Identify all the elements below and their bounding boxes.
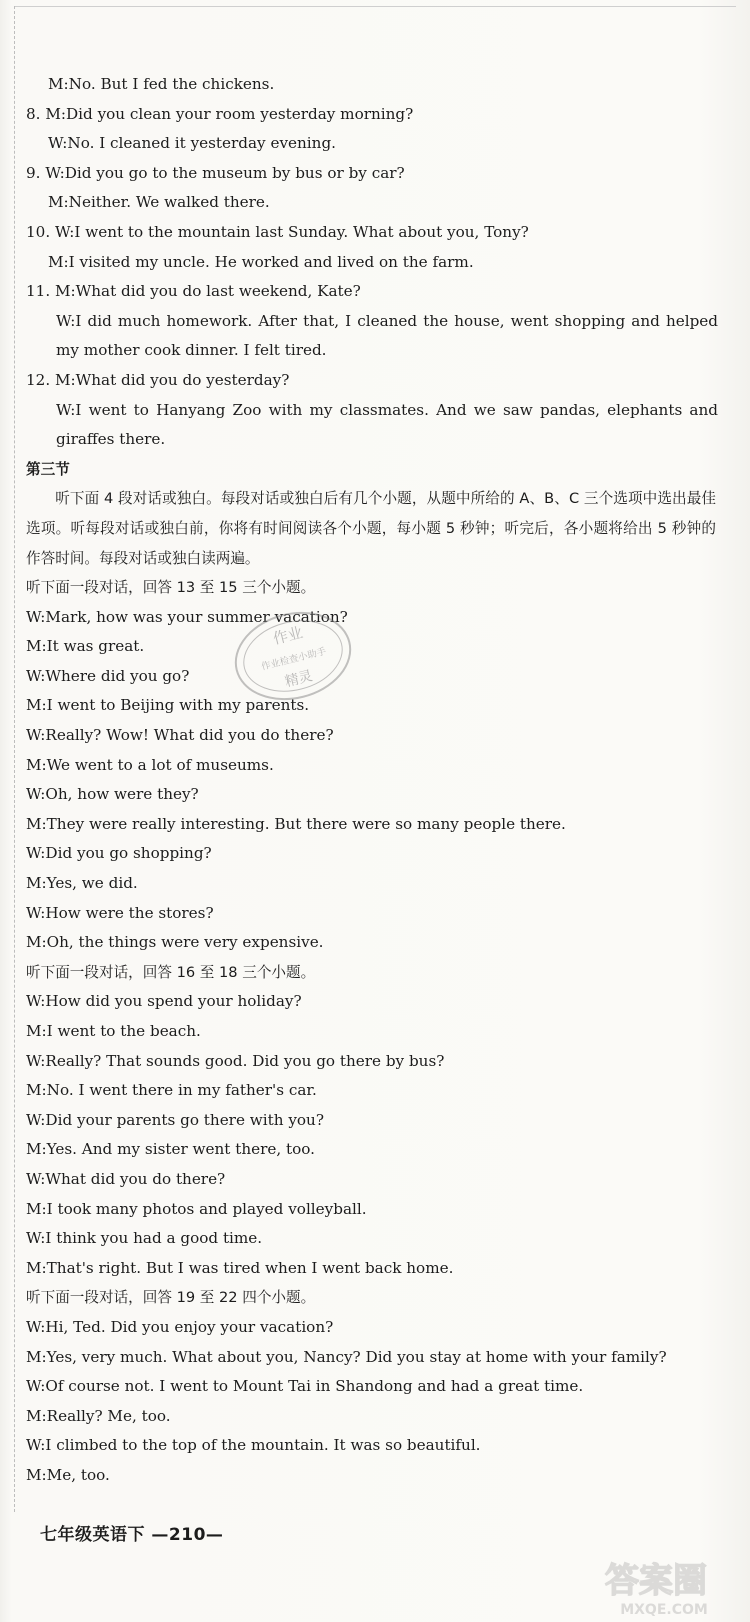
dialogue-line: M:Really? Me, too. (26, 1406, 171, 1425)
question-line: 8. M:Did you clean your room yesterday morning? (26, 104, 414, 123)
stamp-bottom-text: 精灵 (283, 668, 315, 691)
question-line: 12. M:What did you do yesterday? (26, 370, 290, 389)
dialogue-line: W:I think you had a good time. (26, 1229, 263, 1248)
dialogue-line: W:Really? Wow! What did you do there? (26, 726, 334, 745)
dialogue-line: M:Neither. We walked there. (48, 193, 270, 212)
dialogue-line: M:It was great. (26, 637, 145, 656)
dialogue-line: M:I took many photos and played volleyball. (26, 1199, 367, 1218)
dialogue-line: W:What did you do there? (26, 1169, 226, 1188)
dialogue-line: W:I climbed to the top of the mountain. It was so beautiful. (26, 1436, 481, 1455)
dialogue-line: M:They were really interesting. But there were so many people there. (26, 814, 566, 833)
dialogue-line: M:Me, too. (26, 1465, 110, 1484)
page-footer: 七年级英语下 —210— (40, 1525, 224, 1545)
dialogue-header: 听下面一段对话，回答 13 至 15 三个小题。 (26, 579, 316, 597)
dialogue-header: 听下面一段对话，回答 16 至 18 三个小题。 (26, 963, 316, 981)
dialogue-line: W:No. I cleaned it yesterday evening. (48, 134, 336, 153)
listening-answers-part (26, 70, 726, 455)
dialogue-line: M:Yes, very much. What about you, Nancy? Did you stay at home with your family? (26, 1347, 667, 1366)
dialogue-line: W:I did much homework. After that, I cleaned the house, went shopping and helped my mother cook dinner. I felt tired. (56, 311, 718, 360)
dialogue-line: W:Oh, how were they? (26, 785, 199, 804)
dialogue-13-15 (26, 603, 726, 958)
dialogue-line: M:That's right. But I was tired when I went back home. (26, 1258, 454, 1277)
dialogue-line: W:How did you spend your holiday? (26, 992, 302, 1011)
dialogue-line: W:Did you go shopping? (26, 844, 212, 863)
page-content (26, 70, 726, 1491)
dialogue-line: M:Yes, we did. (26, 874, 138, 893)
dialogue-line: W:Where did you go? (26, 666, 190, 685)
dialogue-line: M:I went to the beach. (26, 1022, 201, 1040)
watermark-title: 答案圈 (605, 1561, 707, 1601)
stamp-middle-text: 作业检查小助手 (260, 646, 328, 673)
dialogue-line: M:No. But I fed the chickens. (48, 75, 275, 93)
dialogue-19-22 (26, 1313, 726, 1491)
dialogue-line: M:I went to Beijing with my parents. (26, 696, 310, 715)
dialogue-line: M:We went to a lot of museums. (26, 755, 274, 774)
dialogue-line: M:Oh, the things were very expensive. (26, 933, 324, 952)
dialogue-line: M:I visited my uncle. He worked and lived on the farm. (48, 252, 474, 271)
dialogue-line: W:Did your parents go there with you? (26, 1110, 324, 1129)
dialogue-line: W:Hi, Ted. Did you enjoy your vacation? (26, 1317, 334, 1336)
dialogue-header: 听下面一段对话，回答 19 至 22 四个小题。 (26, 1289, 316, 1307)
dialogue-16-18 (26, 987, 726, 1283)
stamp-top-text: 作业 (271, 623, 305, 648)
site-watermark-logo (566, 1556, 746, 1618)
section-instructions: 听下面 4 段对话或独白。每段对话或独白后有几个小题，从题中所给的 A、B、C 三个选项中选出最佳选项。听每段对话或独白前，你将有时间阅读各个小题，每小题 5 秒钟；听完后，各小题将给出 5 秒钟的作答时间。每段对话或独白读两遍。 (26, 490, 716, 567)
dialogue-line: W:How were the stores? (26, 903, 214, 922)
dialogue-line: M:Yes. And my sister went there, too. (26, 1140, 315, 1159)
top-rule (14, 6, 736, 7)
dialogue-line: W:Of course not. I went to Mount Tai in Shandong and had a great time. (26, 1377, 584, 1396)
question-line: 10. W:I went to the mountain last Sunday. What about you, Tony? (26, 222, 529, 241)
binding-margin-line (14, 6, 15, 1512)
section-title: 第三节 (26, 460, 70, 478)
watermark-url: MXQE.COM (620, 1602, 708, 1618)
question-line: 9. W:Did you go to the museum by bus or by car? (26, 163, 405, 182)
dialogue-line: W:I went to Hanyang Zoo with my classmates. And we saw pandas, elephants and giraffes there. (56, 400, 718, 449)
dialogue-line: W:Mark, how was your summer vacation? (26, 607, 348, 626)
question-line: 11. M:What did you do last weekend, Kate? (26, 282, 361, 301)
dialogue-line: W:Really? That sounds good. Did you go there by bus? (26, 1051, 445, 1070)
dialogue-line: M:No. I went there in my father's car. (26, 1081, 317, 1100)
